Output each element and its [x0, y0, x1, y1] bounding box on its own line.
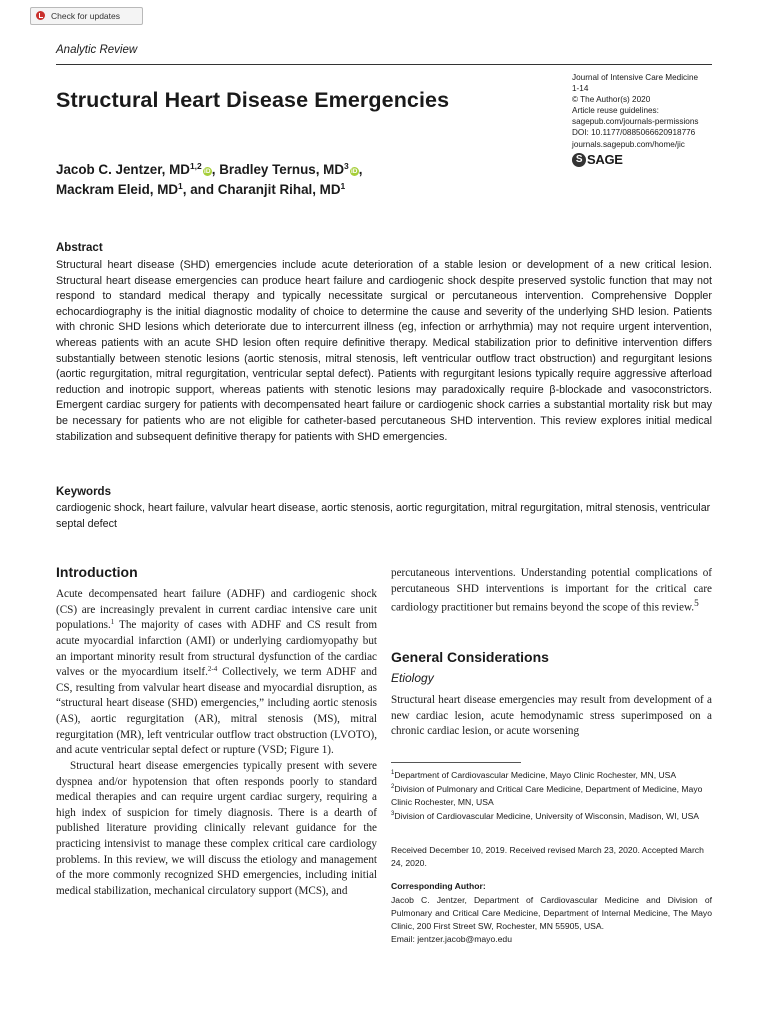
footnote-text: Division of Cardiovascular Medicine, University of Wisconsin, Madison, WI, USA — [394, 811, 700, 822]
author-name: Mackram Eleid, MD — [56, 182, 179, 197]
etiology-paragraph: Structural heart disease emergencies may result from development of a new cardiac lesion, acute hemodynamic stress superimposed on a chronic cardiac lesion, or acute worsening — [391, 694, 712, 738]
left-column — [56, 587, 377, 900]
journal-name: Journal of Intensive Care Medicine — [572, 73, 699, 82]
journal-info — [572, 72, 722, 150]
author-affiliation: 1 — [178, 181, 183, 191]
reuse-guidelines: Article reuse guidelines: — [572, 106, 659, 116]
journal-home-link[interactable]: journals.sagepub.com/home/jic — [572, 139, 685, 149]
footnote-text: Department of Cardiovascular Medicine, Mayo Clinic Rochester, MN, USA — [394, 770, 677, 780]
author-name: Bradley Ternus, MD — [219, 162, 344, 177]
intro-text: The majority of cases with ADHF and CS result from acute myocardial infarction (AMI) or underlying cardiomyopathy but an important minority result from structural dysfunction of the cardiac valves or the myocardium itself. — [56, 619, 377, 679]
publisher-name: SAGE — [587, 152, 623, 167]
check-for-updates-button[interactable] — [30, 7, 143, 25]
affiliation-footnotes — [391, 769, 712, 824]
introduction-heading: Introduction — [56, 564, 138, 580]
footnote — [391, 810, 712, 823]
corresponding-author-address: Jacob C. Jentzer, Department of Cardiovascular Medicine and Division of Pulmonary and Critical Care Medicine, Department of Internal Medicine, The Mayo Clinic, 200 First Street SW, Rochester, MN 55905, USA. — [391, 895, 712, 932]
sage-logo — [572, 152, 623, 167]
received-dates: Received December 10, 2019. Received revised March 23, 2020. Accepted March 24, 2020. — [391, 845, 704, 869]
footnote — [391, 783, 712, 809]
citation-ref[interactable]: 2-4 — [207, 665, 218, 674]
footnote — [391, 769, 712, 782]
abstract-text: Structural heart disease (SHD) emergencies include acute deterioration of a stable lesion or development of a new critical lesion. Structural heart disease emergencies can produce heart failure and cardiogenic shock despite preserved systolic function that may not respond to standard medical therapy and typically necessitate surgical or percutaneous intervention. Comprehensive Doppler echocardiography is the initial diagnostic modality of choice to determine the cause and severity of the underlying SHD lesion. Patients with chronic SHD lesions which deteriorate due to intercurrent illness (eg, infection or arrhythmia) may not require urgent intervention, whereas patients with an acute SHD lesion often require definitive therapy. Medical stabilization prior to definitive intervention differs substantially between stenotic lesions (aortic stenosis, mitral stenosis, left ventricular outflow tract obstruction) and regurgitant lesions (aortic regurgitation, mitral regurgitation, ventricular septal defect). Patients with regurgitant lesions typically require aggressive afterload reduction and inotropic support, whereas patients with stenotic lesions may paradoxically require β-blockade and vasoconstrictors. Emergent cardiac surgery for patients with decompensated heart failure or cardiogenic shock carries a substantial mortality risk but may be necessary for patients who are not eligible for catheter-based percutaneous SHD intervention. This review explores initial medical stabilization and subsequent definitive therapy for patients with SHD emergencies. — [56, 259, 712, 443]
corresponding-author-email[interactable]: Email: jentzer.jacob@mayo.edu — [391, 934, 512, 945]
doi[interactable]: DOI: 10.1177/0885066620918776 — [572, 128, 696, 138]
author-affiliation: 3 — [344, 161, 349, 171]
article-title: Structural Heart Disease Emergencies — [56, 88, 450, 112]
intro-text: percutaneous interventions. Understanding potential complications of percutaneous SHD interventions is important for the critical care cardiology practitioner but remains beyond the scope of this review. — [391, 567, 712, 614]
author-line-2 — [56, 180, 362, 200]
author-affiliation: 1,2 — [189, 161, 202, 171]
orcid-icon[interactable]: iD — [204, 168, 211, 175]
footnote-number: 1 — [391, 770, 395, 776]
abstract-heading: Abstract — [56, 242, 103, 254]
keywords-heading: Keywords — [56, 486, 111, 498]
keywords-text: cardiogenic shock, heart failure, valvular heart disease, aortic stenosis, aortic regurgitation, mitral regurgitation, mitral stenosis, ventricular septal defect — [56, 502, 711, 530]
author-line-1: Jacob C. Jentzer, MD$^{1,2}$iD, Bradley Ternus, $MD^3iD$, — [56, 161, 363, 177]
right-column-intro — [391, 566, 712, 617]
sage-s-icon: S — [572, 153, 586, 167]
intro-paragraph-1 — [56, 587, 377, 759]
copyright: © The Author(s) 2020 — [572, 95, 651, 105]
update-check-icon — [35, 10, 46, 21]
author-name: Charanjit Rihal, MD — [217, 182, 341, 197]
etiology-subheading: Etiology — [391, 671, 434, 685]
corresponding-author-heading: Corresponding Author: — [391, 881, 486, 891]
corresponding-author — [391, 894, 712, 946]
check-for-updates-label: Check for updates — [51, 11, 120, 21]
author-conjunction: , and — [182, 182, 218, 197]
author-name: Jacob C. Jentzer, MD — [56, 162, 190, 177]
footnote-text: Division of Pulmonary and Critical Care Medicine, Department of Medicine, Mayo Clinic Rochester, MN, USA — [391, 784, 703, 808]
intro-paragraph-2: Structural heart disease emergencies typically present with severe dyspnea and/or hypotension that often responds poorly to standard medical therapies and can require urgent cardiac surgery, requiring a high index of suspicion for timely diagnosis. There is a dearth of published literature providing clinically relevant guidance for the practicing intensivist to manage these complex critical care cardiology problems. In this review, we will discuss the etiology and management of the more commonly recognized SHD emergencies, including initial medical stabilization, mechanical circulatory support (MCS), and — [56, 759, 377, 897]
journal-pages: 1-14 — [572, 84, 589, 94]
intro-text: Collectively, we term ADHF and CS, resulting from valvular heart disease and myocardial disruption, as “structural heart disease (SHD) emergencies,” including aortic stenosis (AS), aortic regurgitation (AR), mitral stenosis (MS), mitral regurgitation (MR), left ventricular outflow tract obstruction (LVOTO), and acute ventricular septal defect or rupture (VSD; Figure 1). — [56, 666, 377, 757]
orcid-icon[interactable]: iD — [350, 168, 358, 175]
article-type: Analytic Review — [56, 44, 138, 56]
footnote-number: 2 — [391, 784, 395, 791]
author-affiliation: 1 — [340, 181, 346, 191]
permissions-link[interactable]: sagepub.com/journals-permissions — [572, 117, 699, 127]
author-list — [56, 160, 362, 200]
citation-ref[interactable]: 5 — [694, 599, 699, 610]
footnote-number: 3 — [391, 811, 395, 818]
citation-ref[interactable]: 1 — [110, 618, 115, 627]
footnote-divider — [391, 762, 521, 763]
header-divider — [56, 64, 712, 65]
intro-text: Acute decompensated heart failure (ADHF) and cardiogenic shock (CS) are increasingly prevalent in current cardiac intensive care unit populations. — [56, 588, 377, 632]
general-considerations-heading: General Considerations — [391, 649, 549, 665]
